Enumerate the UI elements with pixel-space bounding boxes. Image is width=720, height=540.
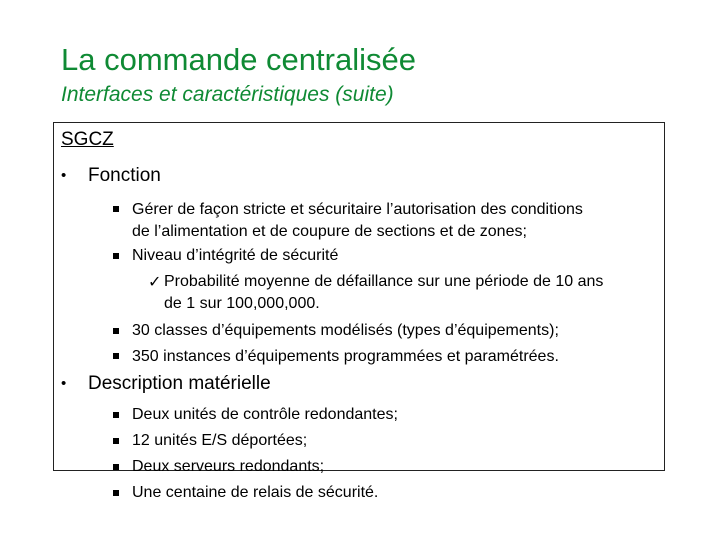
square-bullet-icon — [113, 328, 119, 334]
list-item-text: 12 unités E/S déportées; — [132, 432, 308, 449]
list-item-text: Deux unités de contrôle redondantes; — [132, 406, 398, 423]
sub-item-text: Probabilité moyenne de défaillance sur une période de 10 ans — [164, 273, 604, 290]
square-bullet-icon — [113, 490, 119, 496]
square-bullet-icon — [113, 438, 119, 444]
section-label: Description matérielle — [88, 373, 271, 394]
list-item-text: 350 instances d’équipements programmées et paramétrées. — [132, 348, 559, 365]
section-label: Fonction — [88, 165, 161, 186]
sub-item-text: de 1 sur 100,000,000. — [164, 295, 320, 312]
bullet-dot-icon: • — [61, 167, 67, 184]
checkmark-icon: ✓ — [148, 272, 162, 291]
content-heading: SGCZ — [61, 129, 114, 150]
square-bullet-icon — [113, 206, 119, 212]
square-bullet-icon — [113, 464, 119, 470]
list-item-text: de l’alimentation et de coupure de sections et de zones; — [132, 223, 527, 240]
square-bullet-icon — [113, 253, 119, 259]
square-bullet-icon — [113, 353, 119, 359]
list-item-text: Une centaine de relais de sécurité. — [132, 484, 379, 501]
list-item-text: Deux serveurs redondants; — [132, 458, 325, 475]
bullet-dot-icon: • — [61, 375, 67, 392]
slide-subtitle: Interfaces et caractéristiques (suite) — [61, 83, 394, 106]
slide-title: La commande centralisée — [61, 42, 416, 77]
list-item-text: Gérer de façon stricte et sécuritaire l’autorisation des conditions — [132, 201, 583, 218]
list-item-text: 30 classes d’équipements modélisés (types d’équipements); — [132, 322, 559, 339]
list-item-text: Niveau d’intégrité de sécurité — [132, 247, 339, 264]
square-bullet-icon — [113, 412, 119, 418]
